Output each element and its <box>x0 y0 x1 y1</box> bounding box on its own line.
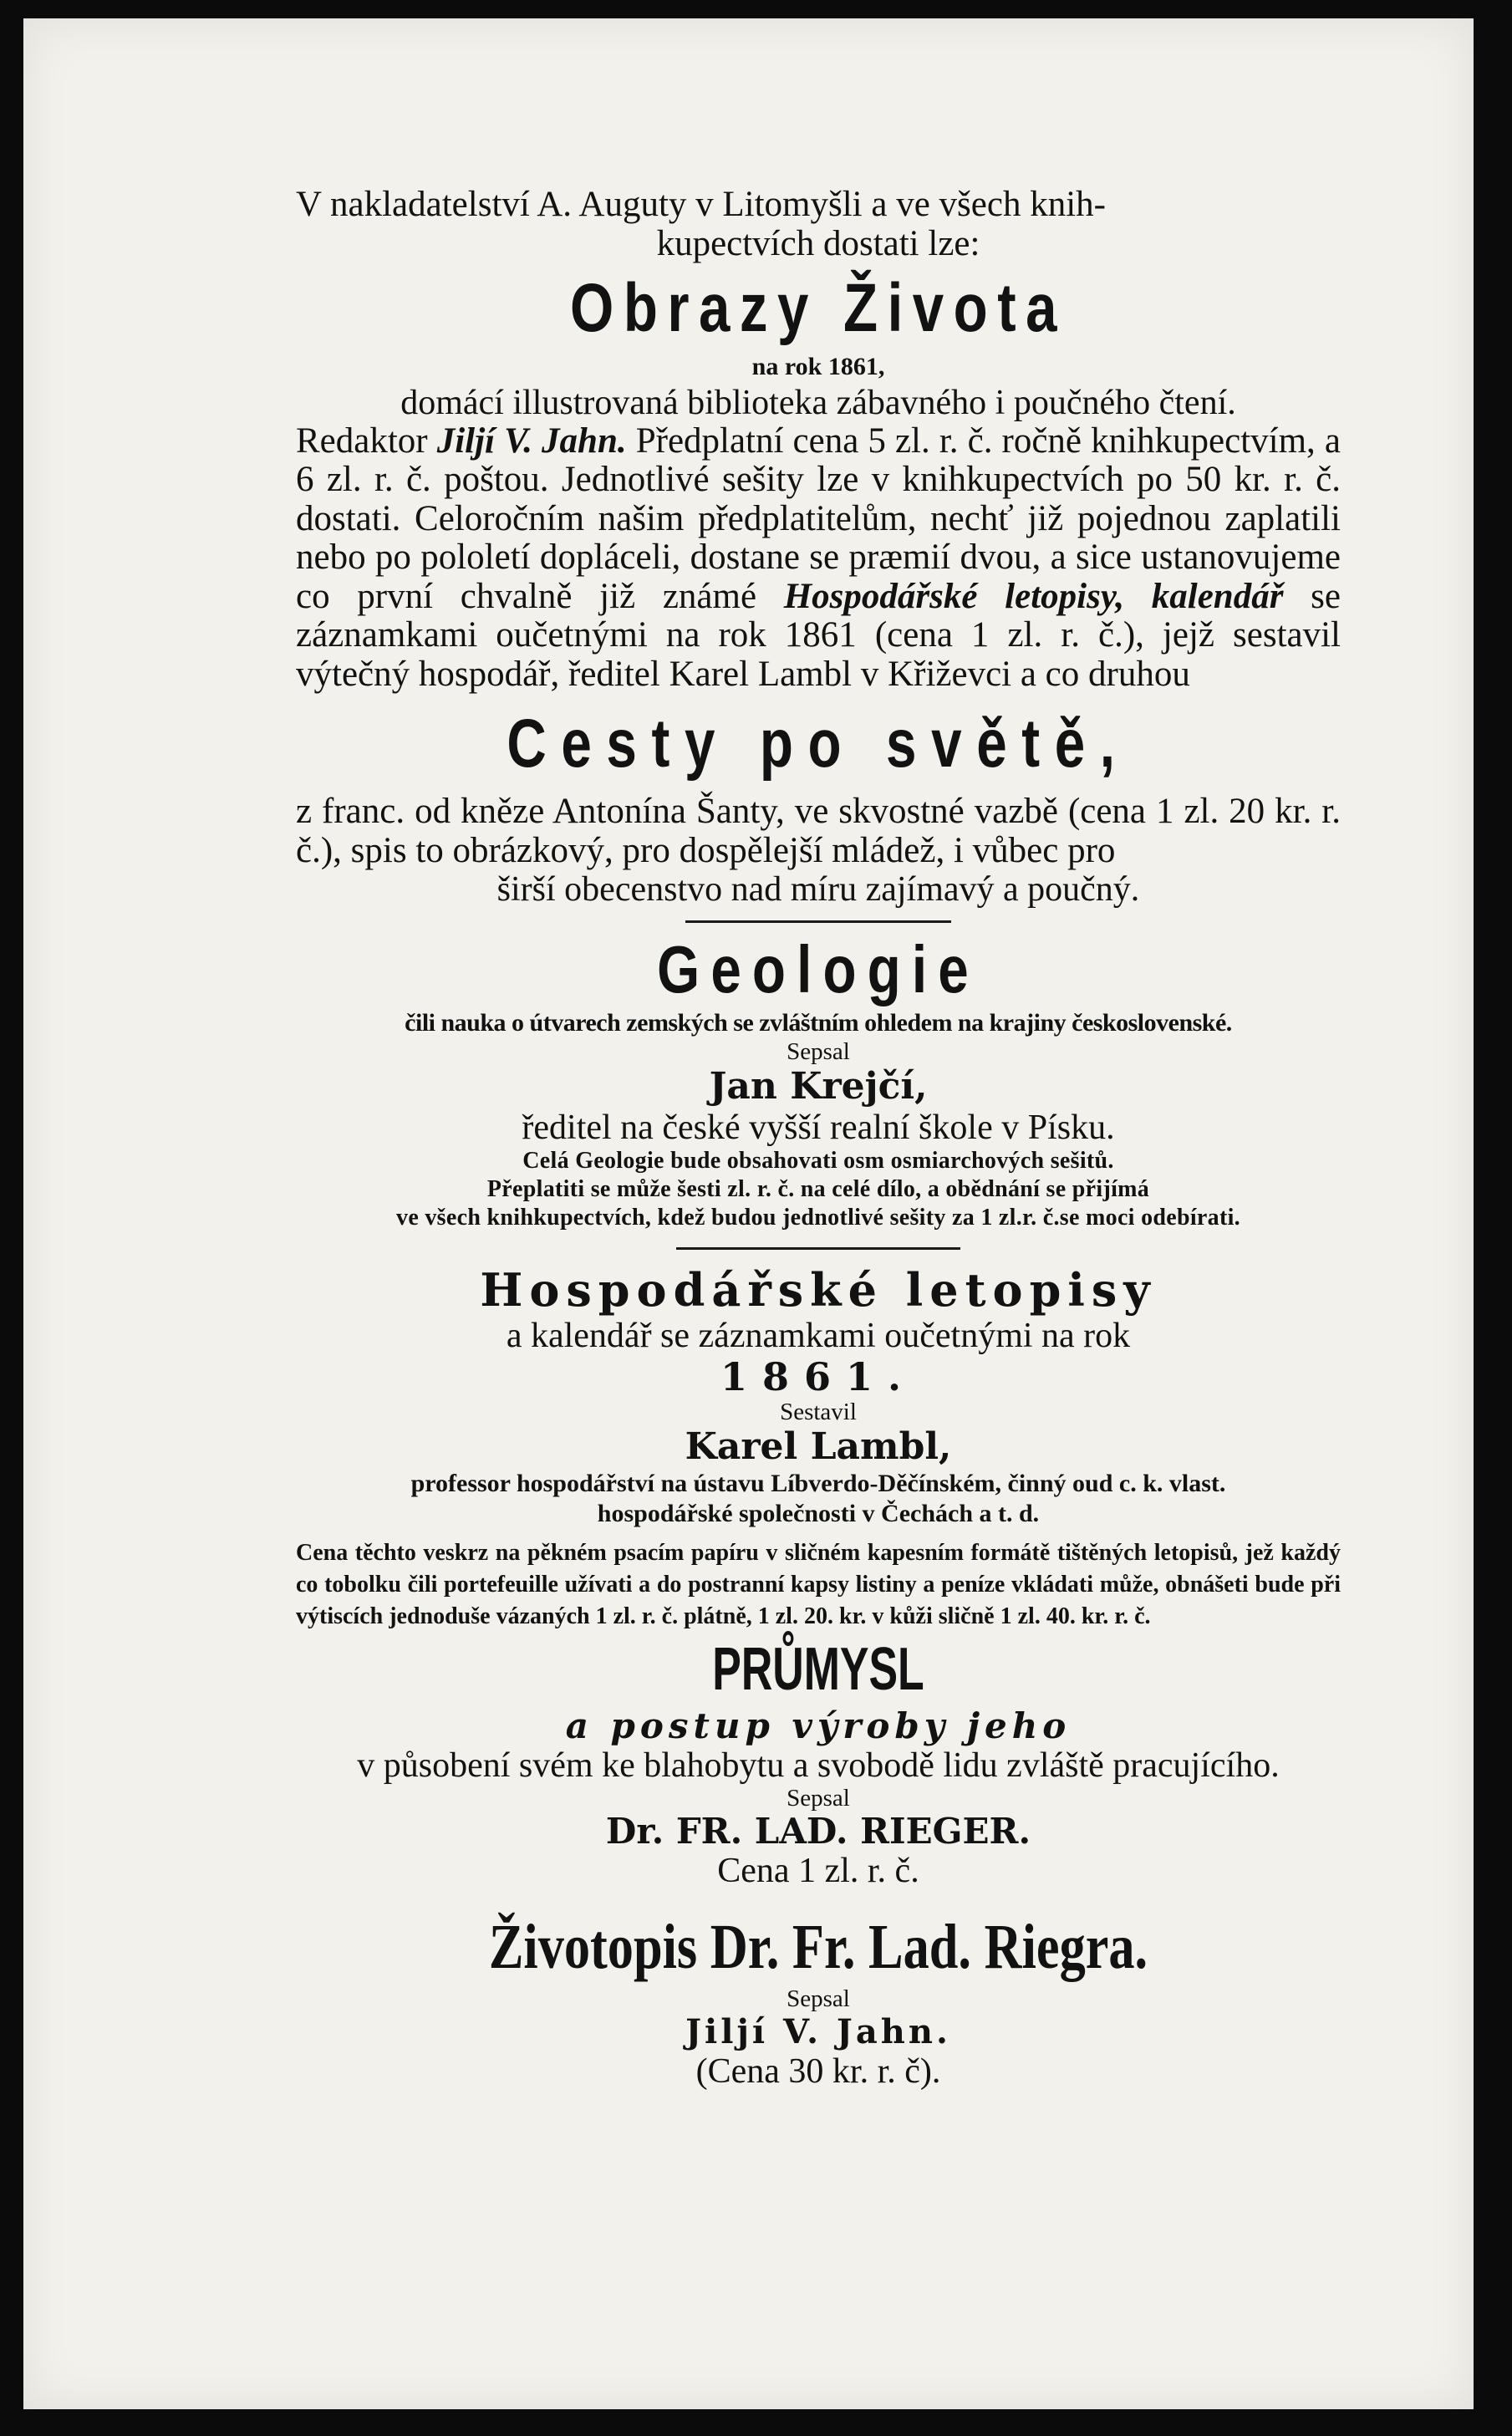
letopisy-sestavil: Sestavil <box>780 1399 857 1425</box>
spacer <box>296 1890 1341 1909</box>
prumysl-description: v působení svém ke blahobytu a svobodě lidu zvláště pracujícího. <box>357 1746 1280 1785</box>
obrazy-zivota-title: Obrazy Života <box>570 269 1067 346</box>
geologie-note-2: Přeplatiti se může šesti zl. r. č. na celé dílo, a obědnání se přijímá <box>486 1176 1150 1202</box>
geologie-section <box>296 931 1341 1232</box>
obrazy-description <box>296 422 1341 695</box>
prumysl-author: Dr. FR. LAD. RIEGER. <box>605 1811 1031 1852</box>
letopisy-author: Karel Lambl, <box>685 1425 952 1468</box>
cesty-description: z franc. od kněze Antonína Šanty, ve skvostné vazbě (cena 1 zl. 20 kr. r. č.), spis to obrázkový, pro dospělejší mládež, i vůbec pro <box>296 792 1341 870</box>
geologie-sepsal: Sepsal <box>787 1038 850 1065</box>
intro-line: V nakladatelství A. Auguty v Litomyšli a ve všech knih- <box>296 185 1106 224</box>
geologie-subtitle: čili nauka o útvarech zemských se zvláštním ohledem na krajiny československé. <box>405 1009 1232 1037</box>
cesty-description-last: širší obecenstvo nad míru zajímavý a poučný. <box>496 870 1140 909</box>
intro-line-2: kupectvích dostati lze: <box>656 223 980 263</box>
cesty-title: Cesty po světě, <box>507 706 1130 782</box>
geologie-note-1: Celá Geologie bude obsahovati osm osmiarchových sešitů. <box>522 1148 1114 1174</box>
obrazy-body-pre: Redaktor <box>296 420 437 461</box>
page-sheet <box>23 18 1474 2409</box>
geologie-title: Geologie <box>657 932 980 1007</box>
spacer <box>296 1529 1341 1537</box>
obrazy-editor: Jiljí V. Jahn. <box>436 420 627 461</box>
prumysl-sepsal: Sepsal <box>787 1785 850 1812</box>
obrazy-zivota-section <box>296 267 1341 695</box>
geologie-author: Jan Krejčí, <box>709 1065 928 1108</box>
obrazy-body-1: Předplatní cena 5 zl. r. č. ročně knihkupectvím, a 6 zl. r. č. poštou. Jednotlivé sešity lze v knihkupectvích po 50 kr. r. č. dostati. Celoročním našim předplatitelům, nechť již pojednou zaplatili nebo po pololetí dopláceli, dostane se præmií dvou, a sice ustanovujeme co první chvalně již známé <box>296 420 1341 616</box>
prumysl-subtitle: a postup výroby jeho <box>565 1705 1072 1746</box>
obrazy-subtitle: domácí illustrovaná biblioteka zábavného i poučného čtení. <box>400 383 1236 422</box>
letopisy-price-note: Cena těchto veskrz na pěkném psacím papíru v sličném kapesním formátě tištěných letopisů, jež každý co tobolku čili portefeuille užívati a do postranní kapsy listiny a peníze vkládati může, obnášeti bude při výtiscích jednoduše vázaných 1 zl. r. č. plátně, 1 zl. 20. kr. v kůži sličně 1 zl. 40. kr. r. č. <box>296 1540 1341 1629</box>
advertisement-column <box>296 186 1341 2091</box>
letopisy-year: 1861. <box>720 1354 917 1399</box>
cesty-section <box>296 702 1341 909</box>
divider-rule-2 <box>676 1247 960 1250</box>
letopisy-title: Hospodářské letopisy <box>480 1263 1157 1317</box>
divider-rule <box>685 920 951 923</box>
zivotopis-sepsal: Sepsal <box>787 1985 850 2012</box>
obrazy-year-line: na rok 1861, <box>751 352 885 380</box>
obrazy-premium-title: Hospodářské letopisy, kalendář <box>783 576 1284 616</box>
letopisy-subtitle: a kalendář se záznamkami oučetnými na rok <box>506 1317 1131 1355</box>
geologie-note-3: ve všech knihkupectvích, kdež budou jednotlivé sešity za 1 zl.r. č.se moci odebírati. <box>396 1205 1240 1231</box>
zivotopis-section <box>296 1909 1341 2091</box>
letopisy-author-desc-1: professor hospodářství na ústavu Líbverdo-Děčínském, činný oud c. k. vlast. <box>410 1470 1226 1497</box>
letopisy-section <box>296 1263 1341 1633</box>
geologie-author-desc: ředitel na české vyšší realní škole v Písku. <box>522 1108 1115 1147</box>
zivotopis-title: Životopis Dr. Fr. Lad. Riegra. <box>488 1912 1148 1982</box>
zivotopis-price: (Cena 30 kr. r. č). <box>695 2052 941 2091</box>
prumysl-price: Cena 1 zl. r. č. <box>717 1852 919 1890</box>
zivotopis-author: Jiljí V. Jahn. <box>685 2012 951 2051</box>
prumysl-title: PRŮMYSL <box>712 1636 924 1703</box>
letopisy-author-desc-2: hospodářské společnosti v Čechách a t. d. <box>597 1500 1040 1527</box>
prumysl-section <box>296 1633 1341 1890</box>
intro-section <box>296 186 1341 263</box>
obrazy-body-2: se záznamkami oučetnými na rok 1861 (cena 1 zl. r. č.), jejž sestavil výtečný hospodář, ředitel Karel Lambl v Křiževci a co druhou <box>296 576 1341 694</box>
